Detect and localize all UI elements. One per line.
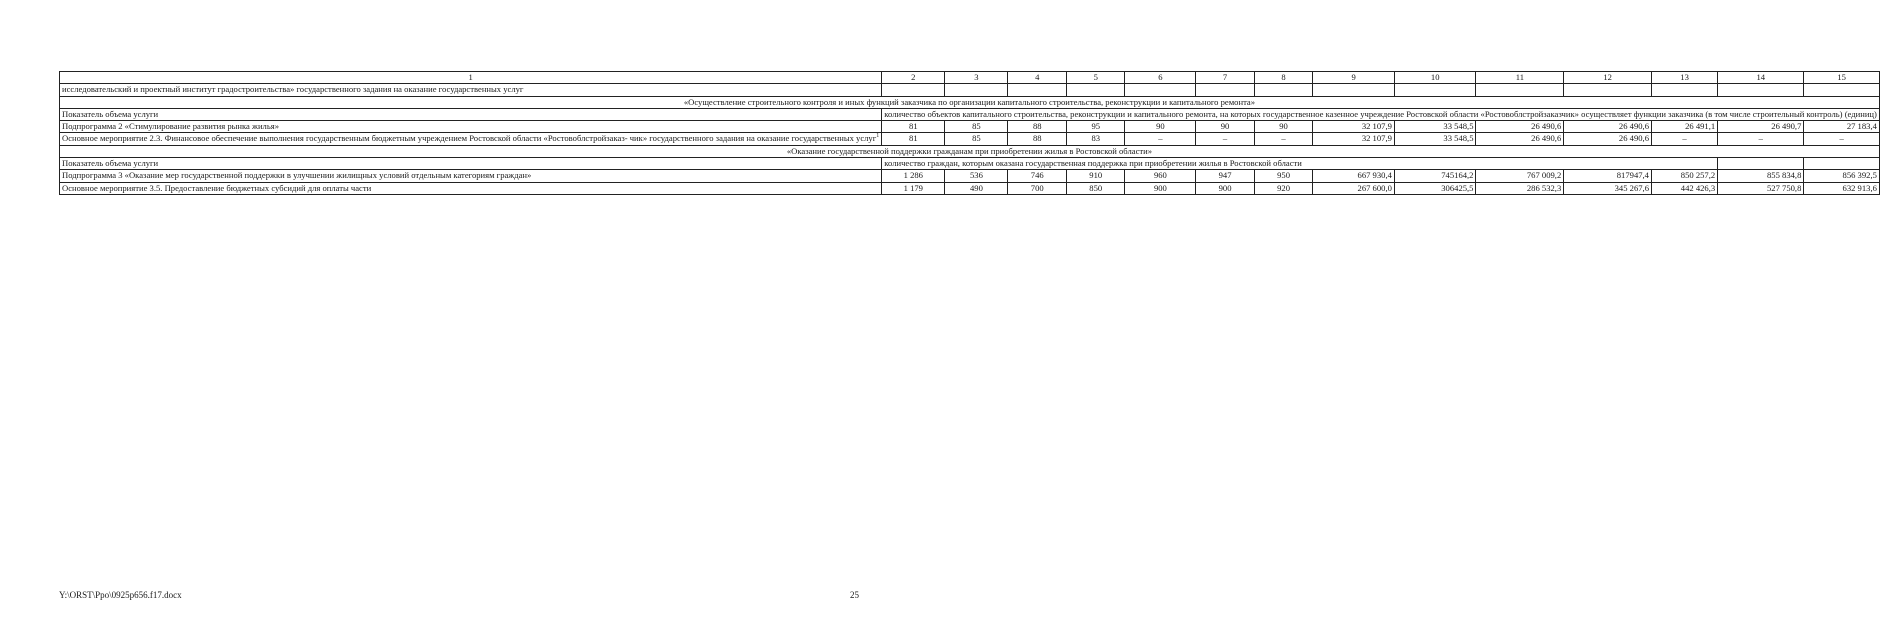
table-cell: 850 [1066, 182, 1125, 194]
table-cell: 81 [882, 133, 945, 145]
col-number-7: 7 [1196, 72, 1255, 84]
table-cell: 32 107,9 [1313, 133, 1395, 145]
table-cell: 700 [1008, 182, 1067, 194]
col-number-4: 4 [1008, 72, 1067, 84]
table-cell: 286 532,3 [1476, 182, 1564, 194]
section-title: «Оказание государственной поддержки гражданам при приобретении жилья в Ростовской области» [60, 145, 1880, 157]
section-title: «Осуществление строительного контроля и иных функций заказчика по организации капитального строительства, реконструкции и капитального ремонта» [60, 96, 1880, 108]
table-cell: 85 [945, 133, 1008, 145]
table-cell: 746 [1008, 170, 1067, 182]
table-cell: 490 [945, 182, 1008, 194]
table-cell: – [1651, 133, 1717, 145]
section-row [60, 145, 1880, 157]
table-cell: 920 [1254, 182, 1313, 194]
table-cell: 26 490,7 [1718, 121, 1804, 133]
col-number-11: 11 [1476, 72, 1564, 84]
table-cell: 1 286 [882, 170, 945, 182]
unit-description: количество объектов капитального строительства, реконструкции и капитального ремонта, на которых государственное казенное учреждение Ростовской области «Ростовоблстройзаказчик» осуществляет функции заказчика (в том числе строительный контроль) (единиц) [882, 108, 1880, 120]
col-number-9: 9 [1313, 72, 1395, 84]
table-row [60, 133, 1880, 145]
table-row [60, 84, 1880, 96]
col-number-12: 12 [1564, 72, 1652, 84]
table-cell: 850 257,2 [1651, 170, 1717, 182]
table-row [60, 121, 1880, 133]
table-cell: 88 [1008, 121, 1067, 133]
table-cell: 767 009,2 [1476, 170, 1564, 182]
header-row [60, 72, 1880, 84]
section-row [60, 96, 1880, 108]
table-cell: – [1254, 133, 1313, 145]
table-cell: 1 179 [882, 182, 945, 194]
col-number-1: 1 [60, 72, 882, 84]
row-label: исследовательский и проектный институт градостроительства» государственного задания на оказание государственных услуг [60, 84, 882, 96]
table-cell: 33 548,5 [1394, 121, 1476, 133]
table-cell: 32 107,9 [1313, 121, 1395, 133]
table-row [60, 108, 1880, 120]
table-row [60, 182, 1880, 194]
table-cell: 90 [1125, 121, 1196, 133]
footnote-mark: 1 [876, 133, 880, 140]
file-path: Y:\ORST\Ppo\0925p656.f17.docx [59, 590, 182, 600]
table-cell: 745164,2 [1394, 170, 1476, 182]
row-label: Подпрограмма 2 «Стимулирование развития рынка жилья» [60, 121, 882, 133]
table-cell: 536 [945, 170, 1008, 182]
table-cell: – [1196, 133, 1255, 145]
table-cell: 33 548,5 [1394, 133, 1476, 145]
table-cell: 960 [1125, 170, 1196, 182]
row-label: Основное мероприятие 3.5. Предоставление бюджетных субсидий для оплаты части [60, 182, 882, 194]
table-cell: 90 [1196, 121, 1255, 133]
table-cell: 900 [1196, 182, 1255, 194]
col-number-10: 10 [1394, 72, 1476, 84]
table-cell: 950 [1254, 170, 1313, 182]
table-cell: 26 490,6 [1476, 133, 1564, 145]
table-cell: 667 930,4 [1313, 170, 1395, 182]
row-label [60, 133, 882, 145]
table-cell: – [1804, 133, 1880, 145]
table-cell: 90 [1254, 121, 1313, 133]
col-number-8: 8 [1254, 72, 1313, 84]
table-cell: 856 392,5 [1804, 170, 1880, 182]
table-cell: 81 [882, 121, 945, 133]
table-cell: 88 [1008, 133, 1067, 145]
table-cell: 910 [1066, 170, 1125, 182]
table-row [60, 170, 1880, 182]
table-cell: 632 913,6 [1804, 182, 1880, 194]
table-cell: 947 [1196, 170, 1255, 182]
table-cell: – [1125, 133, 1196, 145]
col-number-6: 6 [1125, 72, 1196, 84]
table-cell: 26 490,6 [1564, 133, 1652, 145]
unit-description: количество граждан, которым оказана государственная поддержка при приобретении жилья в Ростовской области [882, 158, 1718, 170]
row-label: Подпрограмма 3 «Оказание мер государственной поддержки в улучшении жилищных условий отдельным категориям граждан» [60, 170, 882, 182]
table-cell: 26 490,6 [1564, 121, 1652, 133]
table-cell: 900 [1125, 182, 1196, 194]
row-label: Показатель объема услуги [60, 108, 882, 120]
table-cell: 527 750,8 [1718, 182, 1804, 194]
col-number-15: 15 [1804, 72, 1880, 84]
col-number-5: 5 [1066, 72, 1125, 84]
table-cell: 855 834,8 [1718, 170, 1804, 182]
table-cell: 85 [945, 121, 1008, 133]
row-label-text: Основное мероприятие 2.3. Финансовое обеспечение выполнения государственным бюджетным учреждением Ростовской области «Ростовоблстройзаказ- чик» государственного задания на оказание государственных услуг [62, 133, 877, 144]
table-cell: 95 [1066, 121, 1125, 133]
table-cell: 26 491,1 [1651, 121, 1717, 133]
table-cell: 83 [1066, 133, 1125, 145]
col-number-14: 14 [1718, 72, 1804, 84]
table-cell: – [1718, 133, 1804, 145]
table-cell: 817947,4 [1564, 170, 1652, 182]
table-cell: 442 426,3 [1651, 182, 1717, 194]
col-number-2: 2 [882, 72, 945, 84]
col-number-3: 3 [945, 72, 1008, 84]
row-label: Показатель объема услуги [60, 158, 882, 170]
table-row [60, 158, 1880, 170]
page-number: 25 [850, 590, 859, 600]
table-cell: 306425,5 [1394, 182, 1476, 194]
table-cell: 26 490,6 [1476, 121, 1564, 133]
table-cell: 345 267,6 [1564, 182, 1652, 194]
col-number-13: 13 [1651, 72, 1717, 84]
table-cell: 27 183,4 [1804, 121, 1880, 133]
data-table [59, 71, 1880, 195]
table-cell: 267 600,0 [1313, 182, 1395, 194]
